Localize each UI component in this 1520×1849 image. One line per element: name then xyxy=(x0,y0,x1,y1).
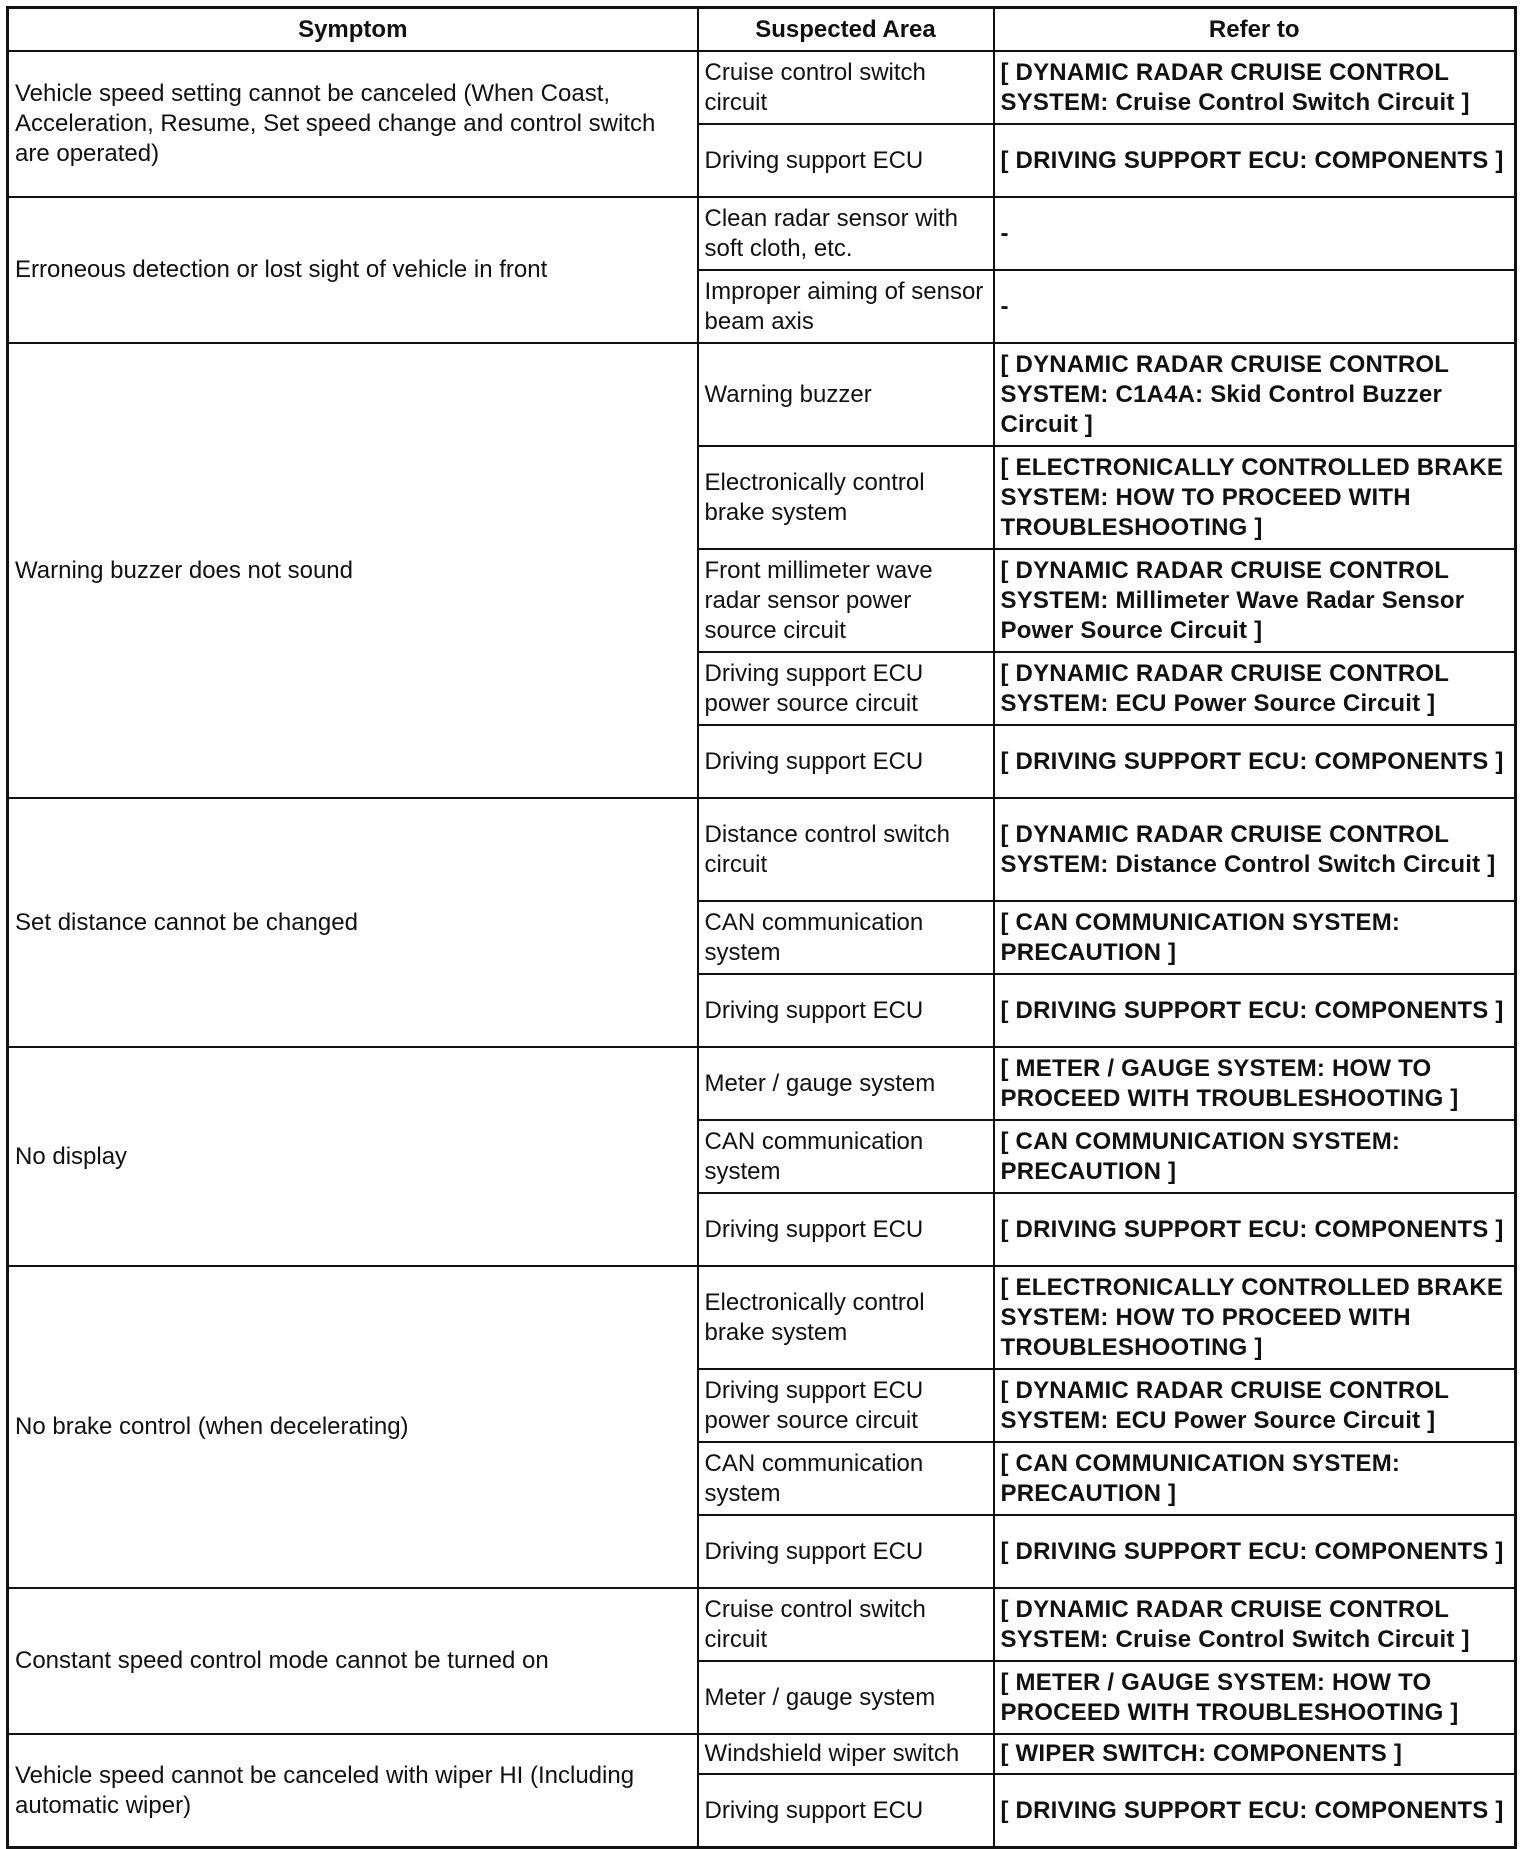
header-symptom: Symptom xyxy=(8,8,698,52)
suspected-area-cell: Distance control switch circuit xyxy=(698,798,994,901)
suspected-area-cell: Driving support ECU power source circuit xyxy=(698,1369,994,1442)
table-row xyxy=(8,197,1516,270)
suspected-area-cell: Electronically control brake system xyxy=(698,446,994,549)
symptom-cell: Set distance cannot be changed xyxy=(8,798,698,1047)
refer-to-link[interactable]: [ DYNAMIC RADAR CRUISE CONTROL SYSTEM: ECU Power Source Circuit ] xyxy=(994,1369,1516,1442)
symptom-cell: Erroneous detection or lost sight of vehicle in front xyxy=(8,197,698,343)
symptom-cell: Vehicle speed setting cannot be canceled (When Coast, Acceleration, Resume, Set speed change and control switch are operated) xyxy=(8,51,698,197)
symptom-table xyxy=(6,6,1517,1849)
suspected-area-cell: CAN communication system xyxy=(698,1120,994,1193)
suspected-area-cell: Meter / gauge system xyxy=(698,1047,994,1120)
refer-to-link[interactable]: [ DYNAMIC RADAR CRUISE CONTROL SYSTEM: C1A4A: Skid Control Buzzer Circuit ] xyxy=(994,343,1516,446)
refer-to-link[interactable]: [ DYNAMIC RADAR CRUISE CONTROL SYSTEM: Millimeter Wave Radar Sensor Power Source Circuit ] xyxy=(994,549,1516,652)
refer-to-link[interactable]: [ DRIVING SUPPORT ECU: COMPONENTS ] xyxy=(994,974,1516,1047)
refer-to-link[interactable]: [ DRIVING SUPPORT ECU: COMPONENTS ] xyxy=(994,1515,1516,1588)
suspected-area-cell: Driving support ECU xyxy=(698,1515,994,1588)
suspected-area-cell: Front millimeter wave radar sensor power source circuit xyxy=(698,549,994,652)
refer-to-link[interactable]: [ ELECTRONICALLY CONTROLLED BRAKE SYSTEM: HOW TO PROCEED WITH TROUBLESHOOTING ] xyxy=(994,446,1516,549)
table-row xyxy=(8,798,1516,901)
table-row xyxy=(8,1266,1516,1369)
refer-to-link[interactable]: [ METER / GAUGE SYSTEM: HOW TO PROCEED WITH TROUBLESHOOTING ] xyxy=(994,1661,1516,1734)
suspected-area-cell: Driving support ECU xyxy=(698,1774,994,1848)
header-row xyxy=(8,8,1516,52)
table-row xyxy=(8,51,1516,124)
suspected-area-cell: Driving support ECU xyxy=(698,1193,994,1266)
suspected-area-cell: Improper aiming of sensor beam axis xyxy=(698,270,994,343)
table-row xyxy=(8,343,1516,446)
suspected-area-cell: Windshield wiper switch xyxy=(698,1734,994,1774)
refer-to-link[interactable]: [ ELECTRONICALLY CONTROLLED BRAKE SYSTEM: HOW TO PROCEED WITH TROUBLESHOOTING ] xyxy=(994,1266,1516,1369)
suspected-area-cell: Cruise control switch circuit xyxy=(698,51,994,124)
troubleshooting-document xyxy=(6,6,1514,1849)
suspected-area-cell: Driving support ECU power source circuit xyxy=(698,652,994,725)
refer-to-link[interactable]: [ CAN COMMUNICATION SYSTEM: PRECAUTION ] xyxy=(994,901,1516,974)
symptom-cell: Constant speed control mode cannot be turned on xyxy=(8,1588,698,1734)
header-suspected-area: Suspected Area xyxy=(698,8,994,52)
refer-to-link[interactable]: [ DYNAMIC RADAR CRUISE CONTROL SYSTEM: Cruise Control Switch Circuit ] xyxy=(994,51,1516,124)
symptom-cell: No display xyxy=(8,1047,698,1266)
refer-to-link[interactable]: [ WIPER SWITCH: COMPONENTS ] xyxy=(994,1734,1516,1774)
table-row xyxy=(8,1588,1516,1661)
symptom-cell: No brake control (when decelerating) xyxy=(8,1266,698,1588)
refer-to-link[interactable]: [ DRIVING SUPPORT ECU: COMPONENTS ] xyxy=(994,1774,1516,1848)
refer-to-link[interactable]: [ DRIVING SUPPORT ECU: COMPONENTS ] xyxy=(994,124,1516,197)
suspected-area-cell: Warning buzzer xyxy=(698,343,994,446)
refer-to-cell: - xyxy=(994,270,1516,343)
table-row xyxy=(8,1734,1516,1774)
suspected-area-cell: Driving support ECU xyxy=(698,974,994,1047)
suspected-area-cell: Driving support ECU xyxy=(698,725,994,798)
refer-to-link[interactable]: [ METER / GAUGE SYSTEM: HOW TO PROCEED WITH TROUBLESHOOTING ] xyxy=(994,1047,1516,1120)
suspected-area-cell: CAN communication system xyxy=(698,901,994,974)
suspected-area-cell: Meter / gauge system xyxy=(698,1661,994,1734)
suspected-area-cell: Driving support ECU xyxy=(698,124,994,197)
suspected-area-cell: Clean radar sensor with soft cloth, etc. xyxy=(698,197,994,270)
refer-to-cell: - xyxy=(994,197,1516,270)
refer-to-link[interactable]: [ CAN COMMUNICATION SYSTEM: PRECAUTION ] xyxy=(994,1120,1516,1193)
suspected-area-cell: Electronically control brake system xyxy=(698,1266,994,1369)
suspected-area-cell: Cruise control switch circuit xyxy=(698,1588,994,1661)
refer-to-link[interactable]: [ DRIVING SUPPORT ECU: COMPONENTS ] xyxy=(994,725,1516,798)
refer-to-link[interactable]: [ DYNAMIC RADAR CRUISE CONTROL SYSTEM: Cruise Control Switch Circuit ] xyxy=(994,1588,1516,1661)
table-row xyxy=(8,1047,1516,1120)
refer-to-link[interactable]: [ CAN COMMUNICATION SYSTEM: PRECAUTION ] xyxy=(994,1442,1516,1515)
symptom-cell: Warning buzzer does not sound xyxy=(8,343,698,798)
refer-to-link[interactable]: [ DYNAMIC RADAR CRUISE CONTROL SYSTEM: Distance Control Switch Circuit ] xyxy=(994,798,1516,901)
header-refer-to: Refer to xyxy=(994,8,1516,52)
suspected-area-cell: CAN communication system xyxy=(698,1442,994,1515)
refer-to-link[interactable]: [ DRIVING SUPPORT ECU: COMPONENTS ] xyxy=(994,1193,1516,1266)
symptom-cell: Vehicle speed cannot be canceled with wiper HI (Including automatic wiper) xyxy=(8,1734,698,1848)
refer-to-link[interactable]: [ DYNAMIC RADAR CRUISE CONTROL SYSTEM: ECU Power Source Circuit ] xyxy=(994,652,1516,725)
